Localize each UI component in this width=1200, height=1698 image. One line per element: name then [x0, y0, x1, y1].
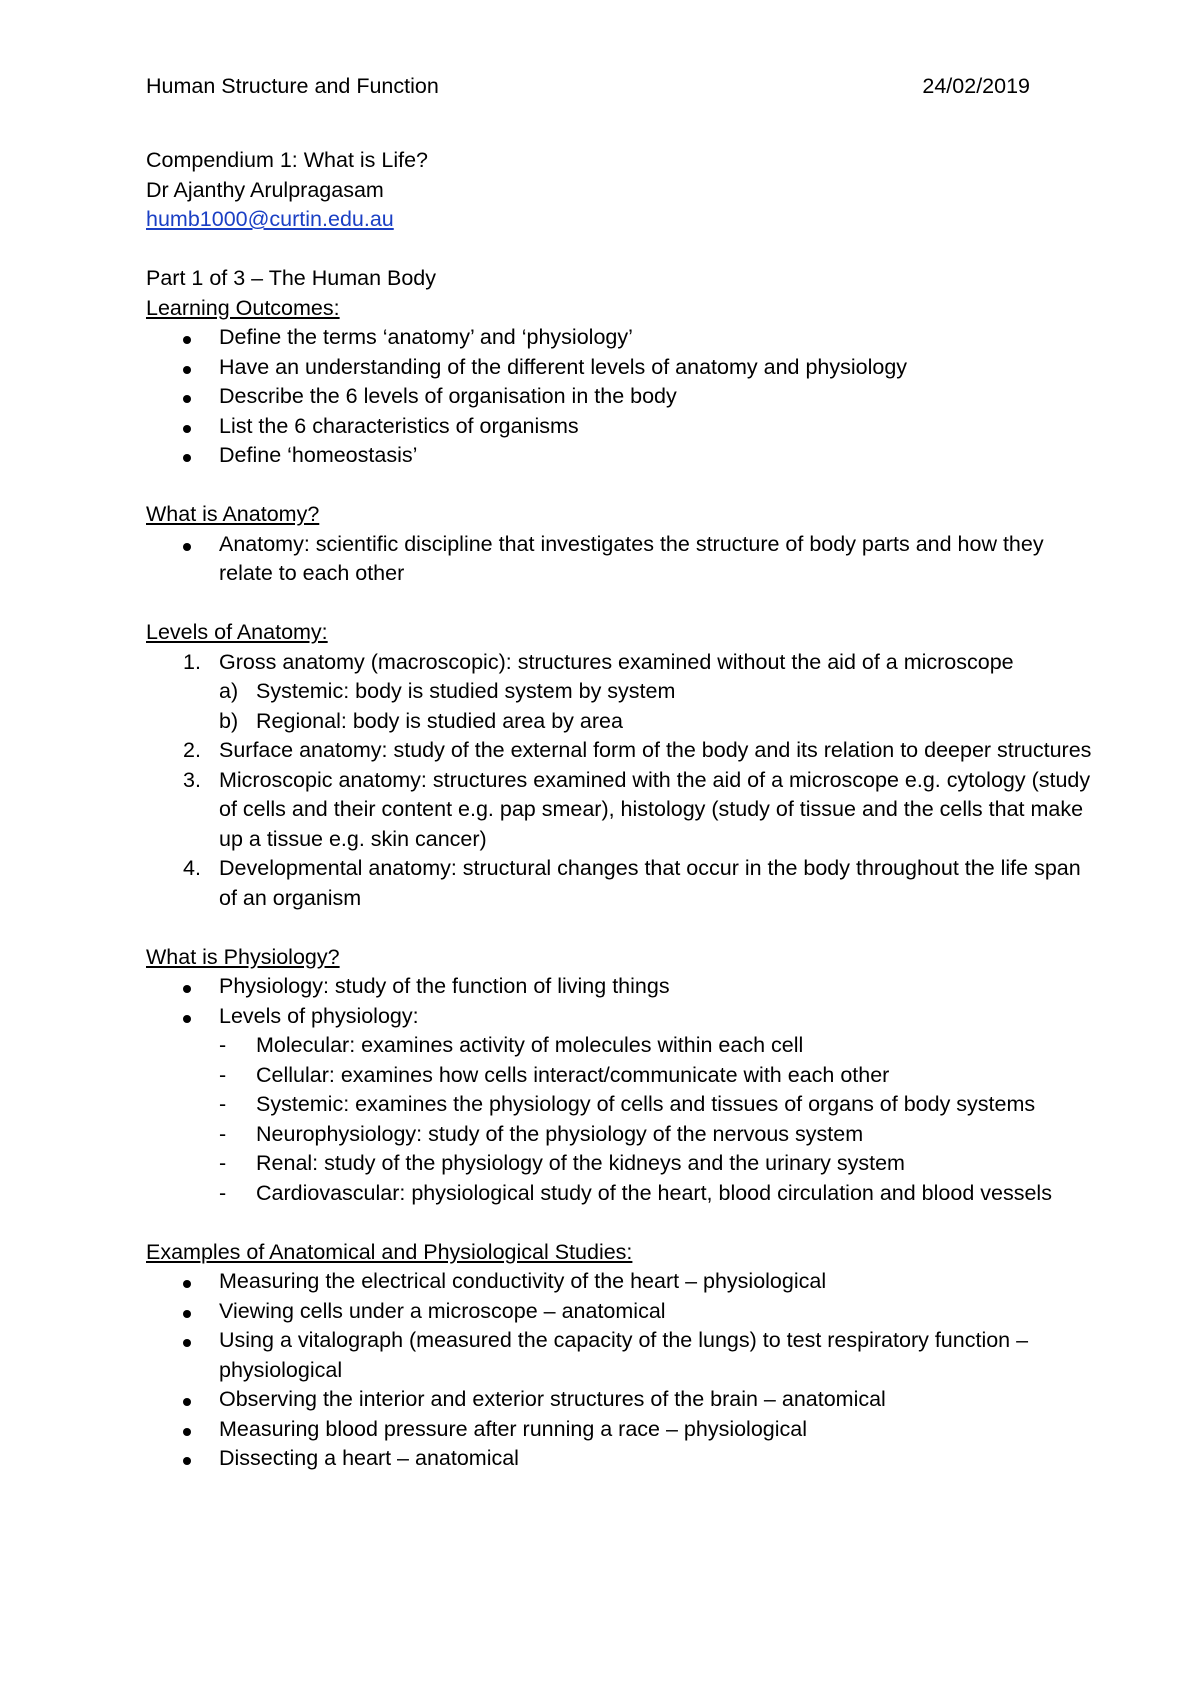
bullet-icon	[183, 425, 191, 433]
physiology-list	[146, 972, 1096, 1208]
list-item: List the 6 characteristics of organisms	[146, 412, 1096, 442]
numbered-item: 1. Gross anatomy (macroscopic): structures examined without the aid of a microscope	[183, 649, 1014, 674]
dash-marker: -	[219, 1033, 227, 1057]
author-email-link[interactable]: humb1000@curtin.edu.au	[146, 207, 394, 231]
header-date: 24/02/2019	[922, 74, 1030, 98]
dash-subitem: - Renal: study of the physiology of the kidneys and the urinary system	[146, 1149, 1096, 1179]
compendium-title: Compendium 1: What is Life?	[146, 148, 429, 172]
dash-marker: -	[219, 1062, 227, 1087]
author-name: Dr Ajanthy Arulpragasam	[146, 177, 384, 202]
bullet-icon	[183, 1015, 191, 1023]
bullet-icon	[183, 336, 191, 344]
dash-subitem: - Molecular: examines activity of molecules within each cell	[146, 1031, 1096, 1061]
part-title: Part 1 of 3 – The Human Body	[146, 266, 437, 290]
list-item: Dissecting a heart – anatomical	[146, 1444, 1096, 1474]
dash-subitem: - Cardiovascular: physiological study of the heart, blood circulation and blood vessels	[146, 1179, 1096, 1209]
physiology-heading: What is Physiology?	[146, 944, 340, 969]
list-item: Have an understanding of the different levels of anatomy and physiology	[146, 353, 1096, 383]
bullet-icon	[183, 1280, 191, 1288]
bullet-icon	[183, 985, 191, 993]
list-item: Describe the 6 levels of organisation in the body	[146, 382, 1096, 412]
list-item: Viewing cells under a microscope – anatomical	[146, 1297, 1096, 1327]
examples-heading: Examples of Anatomical and Physiological Studies:	[146, 1239, 633, 1264]
anatomy-heading: What is Anatomy?	[146, 502, 320, 526]
bullet-icon	[183, 1428, 191, 1436]
bullet-icon	[183, 543, 191, 551]
list-item: Define ‘homeostasis’	[146, 441, 1096, 471]
list-item: Physiology: study of the function of living things	[146, 972, 1096, 1002]
dash-subitem: - Neurophysiology: study of the physiology of the nervous system	[146, 1120, 1096, 1150]
numbered-item: 3. Microscopic anatomy: structures examined with the aid of a microscope e.g. cytology (study of cells and their content e.g. pap smear), histology (study of tissue and the cells that make up a tissue e.g. skin cancer)	[183, 767, 1091, 851]
bullet-icon	[183, 1457, 191, 1465]
learning-outcomes-list	[146, 323, 1096, 471]
examples-list	[146, 1267, 1096, 1474]
dash-marker: -	[219, 1121, 227, 1146]
list-item: Using a vitalograph (measured the capacity of the lungs) to test respiratory function – physiological	[146, 1326, 1096, 1385]
bullet-icon	[183, 1339, 191, 1347]
dash-subitem: - Cellular: examines how cells interact/communicate with each other	[146, 1061, 1096, 1091]
bullet-icon	[183, 1398, 191, 1406]
levels-of-anatomy-list	[146, 648, 1096, 914]
lettered-subitem: a) Systemic: body is studied system by system	[219, 679, 676, 703]
anatomy-list	[146, 530, 1096, 589]
levels-of-anatomy-heading: Levels of Anatomy:	[146, 620, 328, 644]
learning-outcomes-heading: Learning Outcomes:	[146, 295, 340, 320]
bullet-icon	[183, 366, 191, 374]
lettered-subitem: b) Regional: body is studied area by area	[219, 708, 623, 733]
dash-subitem: - Systemic: examines the physiology of cells and tissues of organs of body systems	[146, 1090, 1096, 1120]
dash-marker: -	[219, 1151, 227, 1175]
numbered-item: 2. Surface anatomy: study of the external form of the body and its relation to deeper structures	[183, 738, 1092, 762]
list-item: Measuring the electrical conductivity of the heart – physiological	[146, 1267, 1096, 1297]
list-item: Define the terms ‘anatomy’ and ‘physiology’	[146, 323, 1096, 353]
list-item: Levels of physiology:	[146, 1002, 1096, 1032]
list-item: Observing the interior and exterior structures of the brain – anatomical	[146, 1385, 1096, 1415]
numbered-item: 4. Developmental anatomy: structural changes that occur in the body throughout the life span of an organism	[183, 856, 1081, 910]
dash-marker: -	[219, 1180, 227, 1205]
page-header	[146, 72, 1030, 102]
bullet-icon	[183, 395, 191, 403]
list-item: Measuring blood pressure after running a race – physiological	[146, 1415, 1096, 1445]
header-course-title: Human Structure and Function	[146, 74, 439, 98]
bullet-icon	[183, 1310, 191, 1318]
list-item: Anatomy: scientific discipline that investigates the structure of body parts and how they relate to each other	[146, 530, 1096, 589]
document-body	[146, 146, 1096, 1474]
bullet-icon	[183, 454, 191, 462]
dash-marker: -	[219, 1092, 227, 1116]
